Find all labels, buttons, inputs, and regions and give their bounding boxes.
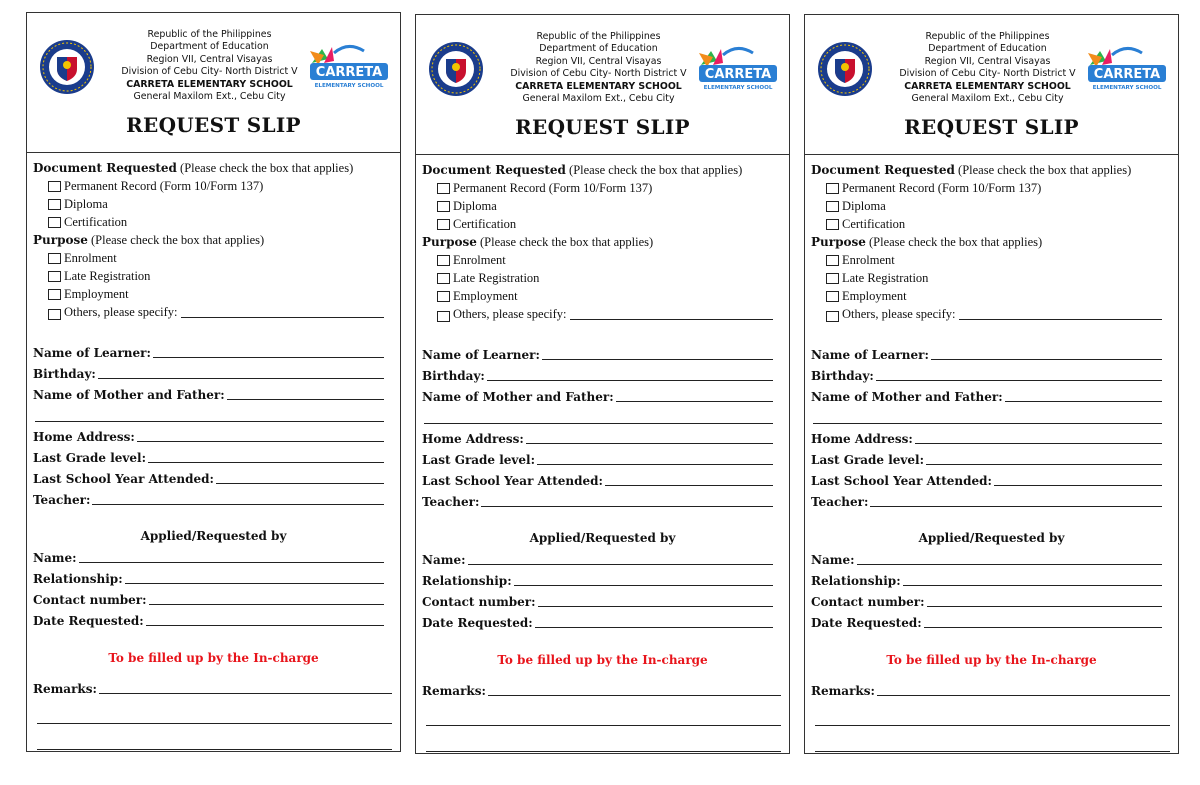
- option-label: Enrolment: [453, 253, 506, 267]
- others-label: Others, please specify:: [64, 305, 178, 319]
- checkbox-box[interactable]: [826, 183, 839, 194]
- field-input-line[interactable]: [927, 606, 1162, 607]
- option-label: Enrolment: [64, 251, 117, 265]
- school-address: General Maxilom Ext., Cebu City: [133, 91, 286, 103]
- field-input-line[interactable]: [92, 504, 384, 505]
- field-label: Birthday:: [33, 367, 96, 381]
- others-input-line[interactable]: [959, 319, 1162, 320]
- school-address: General Maxilom Ext., Cebu City: [911, 93, 1064, 105]
- document-requested-heading: [811, 163, 1131, 178]
- logo-subtext: ELEMENTARY SCHOOL: [1092, 85, 1162, 91]
- checkbox-employment[interactable]: [826, 289, 907, 304]
- others-label: Others, please specify:: [842, 307, 956, 321]
- parents-name-extra-line[interactable]: [424, 423, 773, 424]
- others-specify-field[interactable]: [437, 307, 773, 322]
- checkbox-diploma[interactable]: [437, 199, 497, 214]
- checkbox-box[interactable]: [48, 199, 61, 210]
- field-label: Date Requested:: [811, 616, 922, 630]
- checkbox-box[interactable]: [437, 219, 450, 230]
- option-label: Diploma: [64, 197, 108, 211]
- field-input-line[interactable]: [148, 462, 384, 463]
- field-label: Date Requested:: [33, 614, 144, 628]
- option-label: Employment: [64, 287, 129, 301]
- field-label: Relationship:: [811, 574, 901, 588]
- field-input-line[interactable]: [487, 380, 773, 381]
- school-year-field[interactable]: [422, 472, 773, 488]
- birthday-field[interactable]: [33, 365, 384, 381]
- others-specify-field[interactable]: [48, 305, 384, 320]
- field-input-line[interactable]: [915, 443, 1162, 444]
- field-input-line[interactable]: [542, 359, 773, 360]
- field-label: Name:: [33, 551, 77, 565]
- header-line: Department of Education: [928, 43, 1047, 55]
- field-input-line[interactable]: [870, 506, 1162, 507]
- field-label: Teacher:: [811, 495, 869, 509]
- birthday-field[interactable]: [422, 367, 773, 383]
- slip-title: REQUEST SLIP: [904, 115, 1079, 139]
- checkbox-permanent-record[interactable]: [437, 181, 652, 196]
- header-text: [99, 29, 320, 103]
- home-address-field[interactable]: [33, 428, 384, 444]
- field-label: Remarks:: [811, 684, 875, 698]
- contact-number-field[interactable]: [811, 593, 1162, 609]
- field-input-line[interactable]: [877, 695, 1170, 696]
- field-label: Birthday:: [422, 369, 485, 383]
- field-label: Last Grade level:: [422, 453, 536, 467]
- field-input-line[interactable]: [903, 585, 1162, 586]
- field-input-line[interactable]: [931, 359, 1162, 360]
- others-input-line[interactable]: [181, 317, 384, 318]
- relationship-field[interactable]: [811, 572, 1162, 588]
- field-label: Name of Learner:: [422, 348, 540, 362]
- field-label: Name of Learner:: [33, 346, 151, 360]
- field-label: Home Address:: [33, 430, 135, 444]
- checkbox-box[interactable]: [437, 255, 450, 266]
- field-label: Birthday:: [811, 369, 874, 383]
- checkbox-late-registration[interactable]: [826, 271, 928, 286]
- checkbox-certification[interactable]: [48, 215, 127, 230]
- requested-by-heading: Applied/Requested by: [140, 529, 287, 543]
- remarks-extra-line[interactable]: [815, 725, 1170, 726]
- field-input-line[interactable]: [537, 464, 773, 465]
- checkbox-box[interactable]: [48, 253, 61, 264]
- checkbox-box[interactable]: [826, 255, 839, 266]
- grade-level-field[interactable]: [811, 451, 1162, 467]
- field-input-line[interactable]: [994, 485, 1162, 486]
- slip-body: [416, 155, 789, 753]
- remarks-extra-line[interactable]: [37, 749, 392, 750]
- field-label: Last School Year Attended:: [811, 474, 992, 488]
- option-label: Permanent Record (Form 10/Form 137): [842, 181, 1042, 195]
- document-requested-heading: [33, 161, 353, 176]
- checkbox-diploma[interactable]: [826, 199, 886, 214]
- document-requested-label: Document Requested: [811, 163, 955, 177]
- contact-number-field[interactable]: [422, 593, 773, 609]
- purpose-label: Purpose: [422, 235, 477, 249]
- option-label: Late Registration: [842, 271, 929, 285]
- field-label: Contact number:: [33, 593, 147, 607]
- option-label: Diploma: [453, 199, 497, 213]
- field-label: Last School Year Attended:: [33, 472, 214, 486]
- field-label: Last School Year Attended:: [422, 474, 603, 488]
- document-requested-hint: (Please check the box that applies): [176, 161, 354, 175]
- parents-name-extra-line[interactable]: [813, 423, 1162, 424]
- field-label: Teacher:: [33, 493, 91, 507]
- logo-text: CARRETA: [704, 67, 772, 82]
- field-label: Remarks:: [422, 684, 486, 698]
- slip-title: REQUEST SLIP: [515, 115, 690, 139]
- others-label: Others, please specify:: [453, 307, 567, 321]
- school-logo-icon: [693, 43, 779, 93]
- field-label: Last Grade level:: [811, 453, 925, 467]
- checkbox-late-registration[interactable]: [437, 271, 539, 286]
- remarks-extra-line[interactable]: [426, 725, 781, 726]
- checkbox-certification[interactable]: [437, 217, 516, 232]
- header-line: Division of Cebu City- North District V: [510, 68, 687, 80]
- header-line: Department of Education: [150, 41, 269, 53]
- field-label: Contact number:: [422, 595, 536, 609]
- field-label: Remarks:: [33, 682, 97, 696]
- field-input-line[interactable]: [488, 695, 781, 696]
- logo-text: CARRETA: [1093, 67, 1161, 82]
- document-requested-heading: [422, 163, 742, 178]
- purpose-heading: [33, 233, 264, 248]
- checkbox-enrolment[interactable]: [437, 253, 506, 268]
- checkbox-box[interactable]: [437, 291, 450, 302]
- header-line: Division of Cebu City- North District V: [121, 66, 298, 78]
- field-input-line[interactable]: [99, 693, 392, 694]
- field-label: Last Grade level:: [33, 451, 147, 465]
- remarks-field[interactable]: [811, 682, 1170, 698]
- document-requested-label: Document Requested: [33, 161, 177, 175]
- purpose-hint: (Please check the box that applies): [865, 235, 1043, 249]
- deped-seal-icon: [817, 41, 873, 97]
- checkbox-box[interactable]: [437, 311, 450, 322]
- grade-level-field[interactable]: [33, 449, 384, 465]
- contact-number-field[interactable]: [33, 591, 384, 607]
- requester-name-field[interactable]: [33, 549, 384, 565]
- requested-by-heading: Applied/Requested by: [529, 531, 676, 545]
- others-input-line[interactable]: [570, 319, 773, 320]
- relationship-field[interactable]: [33, 570, 384, 586]
- header-line: Region VII, Central Visayas: [535, 55, 662, 67]
- school-name: CARRETA ELEMENTARY SCHOOL: [515, 80, 682, 92]
- option-label: Certification: [453, 217, 517, 231]
- parents-name-field[interactable]: [811, 388, 1162, 404]
- slip-header: [805, 15, 1178, 155]
- field-input-line[interactable]: [605, 485, 773, 486]
- date-requested-field[interactable]: [811, 614, 1162, 630]
- field-label: Name of Learner:: [811, 348, 929, 362]
- field-label: Name:: [811, 553, 855, 567]
- header-line: Republic of the Philippines: [147, 29, 272, 40]
- checkbox-box[interactable]: [826, 291, 839, 302]
- school-year-field[interactable]: [811, 472, 1162, 488]
- checkbox-box[interactable]: [826, 219, 839, 230]
- teacher-field[interactable]: [422, 493, 773, 509]
- parents-name-extra-line[interactable]: [35, 421, 384, 422]
- checkbox-box[interactable]: [437, 183, 450, 194]
- logo-subtext: ELEMENTARY SCHOOL: [703, 85, 773, 91]
- in-charge-note: To be filled up by the In-charge: [497, 653, 708, 667]
- checkbox-employment[interactable]: [48, 287, 129, 302]
- field-input-line[interactable]: [876, 380, 1162, 381]
- field-input-line[interactable]: [857, 564, 1162, 565]
- field-label: Name of Mother and Father:: [422, 390, 614, 404]
- checkbox-permanent-record[interactable]: [48, 179, 263, 194]
- document-requested-label: Document Requested: [422, 163, 566, 177]
- field-input-line[interactable]: [146, 625, 384, 626]
- slip-header: [27, 13, 400, 153]
- option-label: Late Registration: [453, 271, 540, 285]
- logo-text: CARRETA: [315, 65, 383, 80]
- teacher-field[interactable]: [33, 491, 384, 507]
- field-input-line[interactable]: [216, 483, 384, 484]
- field-input-line[interactable]: [125, 583, 384, 584]
- option-label: Certification: [64, 215, 128, 229]
- field-input-line[interactable]: [153, 357, 384, 358]
- home-address-field[interactable]: [811, 430, 1162, 446]
- logo-subtext: ELEMENTARY SCHOOL: [314, 83, 384, 89]
- document-requested-hint: (Please check the box that applies): [565, 163, 743, 177]
- birthday-field[interactable]: [811, 367, 1162, 383]
- option-label: Late Registration: [64, 269, 151, 283]
- remarks-extra-line[interactable]: [815, 751, 1170, 752]
- checkbox-box[interactable]: [826, 201, 839, 212]
- date-requested-field[interactable]: [422, 614, 773, 630]
- option-label: Employment: [842, 289, 907, 303]
- field-input-line[interactable]: [79, 562, 384, 563]
- deped-seal-icon: [428, 41, 484, 97]
- purpose-heading: [422, 235, 653, 250]
- field-label: Home Address:: [811, 432, 913, 446]
- purpose-label: Purpose: [811, 235, 866, 249]
- field-input-line[interactable]: [926, 464, 1162, 465]
- school-name: CARRETA ELEMENTARY SCHOOL: [126, 78, 293, 90]
- requested-by-heading: Applied/Requested by: [918, 531, 1065, 545]
- parents-name-field[interactable]: [33, 386, 384, 402]
- checkbox-box[interactable]: [826, 273, 839, 284]
- field-input-line[interactable]: [538, 606, 773, 607]
- checkbox-permanent-record[interactable]: [826, 181, 1041, 196]
- remarks-extra-line[interactable]: [37, 723, 392, 724]
- requester-name-field[interactable]: [422, 551, 773, 567]
- purpose-hint: (Please check the box that applies): [476, 235, 654, 249]
- checkbox-box[interactable]: [48, 309, 61, 320]
- home-address-field[interactable]: [422, 430, 773, 446]
- checkbox-late-registration[interactable]: [48, 269, 150, 284]
- slip-body: [27, 153, 400, 751]
- others-specify-field[interactable]: [826, 307, 1162, 322]
- date-requested-field[interactable]: [33, 612, 384, 628]
- in-charge-note: To be filled up by the In-charge: [886, 653, 1097, 667]
- remarks-field[interactable]: [33, 680, 392, 696]
- teacher-field[interactable]: [811, 493, 1162, 509]
- header-text: [488, 31, 709, 105]
- field-input-line[interactable]: [137, 441, 384, 442]
- in-charge-note: To be filled up by the In-charge: [108, 651, 319, 665]
- header-line: Region VII, Central Visayas: [146, 53, 273, 65]
- school-address: General Maxilom Ext., Cebu City: [522, 93, 675, 105]
- field-input-line[interactable]: [227, 399, 384, 400]
- school-logo-icon: [1082, 43, 1168, 93]
- checkbox-box[interactable]: [826, 311, 839, 322]
- field-label: Name:: [422, 553, 466, 567]
- document-requested-hint: (Please check the box that applies): [954, 163, 1132, 177]
- checkbox-enrolment[interactable]: [48, 251, 117, 266]
- field-label: Relationship:: [422, 574, 512, 588]
- checkbox-box[interactable]: [48, 217, 61, 228]
- school-name: CARRETA ELEMENTARY SCHOOL: [904, 80, 1071, 92]
- field-input-line[interactable]: [1005, 401, 1162, 402]
- header-text: [877, 31, 1098, 105]
- deped-seal-icon: [39, 39, 95, 95]
- field-input-line[interactable]: [535, 627, 773, 628]
- purpose-label: Purpose: [33, 233, 88, 247]
- option-label: Permanent Record (Form 10/Form 137): [64, 179, 264, 193]
- relationship-field[interactable]: [422, 572, 773, 588]
- header-line: Republic of the Philippines: [536, 31, 661, 42]
- requester-name-field[interactable]: [811, 551, 1162, 567]
- header-line: Department of Education: [539, 43, 658, 55]
- slip-header: [416, 15, 789, 155]
- field-input-line[interactable]: [526, 443, 773, 444]
- header-line: Republic of the Philippines: [925, 31, 1050, 42]
- slip-body: [805, 155, 1178, 753]
- learner-name-field[interactable]: [422, 346, 773, 362]
- field-label: Relationship:: [33, 572, 123, 586]
- field-input-line[interactable]: [481, 506, 773, 507]
- checkbox-box[interactable]: [48, 271, 61, 282]
- option-label: Permanent Record (Form 10/Form 137): [453, 181, 653, 195]
- header-line: Division of Cebu City- North District V: [899, 68, 1076, 80]
- field-label: Name of Mother and Father:: [33, 388, 225, 402]
- field-label: Date Requested:: [422, 616, 533, 630]
- checkbox-diploma[interactable]: [48, 197, 108, 212]
- field-label: Name of Mother and Father:: [811, 390, 1003, 404]
- field-label: Teacher:: [422, 495, 480, 509]
- option-label: Employment: [453, 289, 518, 303]
- field-input-line[interactable]: [616, 401, 773, 402]
- grade-level-field[interactable]: [422, 451, 773, 467]
- field-input-line[interactable]: [514, 585, 773, 586]
- request-slip: [415, 14, 790, 754]
- checkbox-box[interactable]: [48, 289, 61, 300]
- checkbox-box[interactable]: [437, 273, 450, 284]
- learner-name-field[interactable]: [33, 344, 384, 360]
- checkbox-box[interactable]: [48, 181, 61, 192]
- field-input-line[interactable]: [98, 378, 384, 379]
- option-label: Enrolment: [842, 253, 895, 267]
- school-year-field[interactable]: [33, 470, 384, 486]
- field-label: Contact number:: [811, 595, 925, 609]
- parents-name-field[interactable]: [422, 388, 773, 404]
- option-label: Certification: [842, 217, 906, 231]
- checkbox-box[interactable]: [437, 201, 450, 212]
- field-input-line[interactable]: [468, 564, 773, 565]
- school-logo-icon: [304, 41, 390, 91]
- checkbox-enrolment[interactable]: [826, 253, 895, 268]
- purpose-heading: [811, 235, 1042, 250]
- slip-title: REQUEST SLIP: [126, 113, 301, 137]
- request-slip: [26, 12, 401, 752]
- checkbox-certification[interactable]: [826, 217, 905, 232]
- checkbox-employment[interactable]: [437, 289, 518, 304]
- option-label: Diploma: [842, 199, 886, 213]
- field-label: Home Address:: [422, 432, 524, 446]
- purpose-hint: (Please check the box that applies): [87, 233, 265, 247]
- learner-name-field[interactable]: [811, 346, 1162, 362]
- request-slip: [804, 14, 1179, 754]
- remarks-extra-line[interactable]: [426, 751, 781, 752]
- header-line: Region VII, Central Visayas: [924, 55, 1051, 67]
- remarks-field[interactable]: [422, 682, 781, 698]
- field-input-line[interactable]: [924, 627, 1162, 628]
- field-input-line[interactable]: [149, 604, 384, 605]
